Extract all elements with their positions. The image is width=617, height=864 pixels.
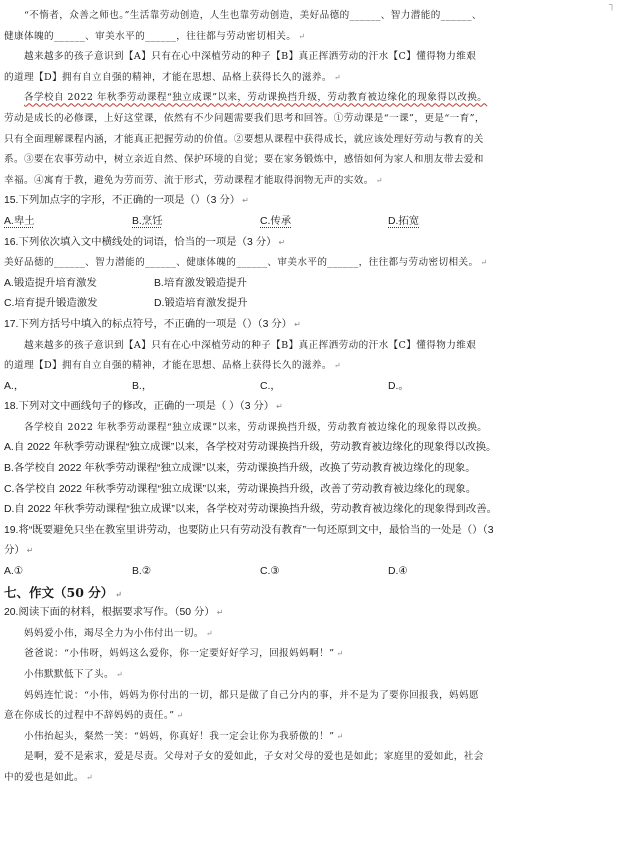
question-15-stem: 15.下列加点字的字形，不正确的一项是（）（3 分） ↵	[4, 195, 249, 207]
option-a: A.自 2022 年秋季劳动课程“独立成课”以来，各学校对劳动课换挡升级，劳动教育被边缘化的现象得以改换。	[4, 442, 497, 454]
material-line: 妈妈爱小伟，竭尽全力为小伟付出一切。 ↵	[24, 627, 213, 639]
option-b: B.烹饪	[132, 215, 163, 227]
question-17-options	[4, 377, 613, 398]
passage-line: 越来越多的孩子意识到【A】只有在心中深植劳动的种子【B】真正挥洒劳动的汗水【C】懂得物力维艰	[24, 51, 477, 63]
option-d: D.锻造培育激发提升	[154, 298, 248, 310]
question-19-stem-cont: 分） ↵	[4, 545, 34, 557]
material-line: 小伟默默低下了头。 ↵	[24, 669, 124, 680]
option-c: C.传承	[260, 215, 292, 227]
passage-line: 系。③要在农事劳动中，树立亲近自然、保护环境的自觉；要在家务锻炼中，感悟如何为家人和朋友带去爱和	[4, 154, 484, 166]
passage-line: 只有全面理解课程内涵，才能真正把握劳动的价值。②要想从课程中获得成长，就应该处理好劳动与教育的关	[4, 133, 484, 145]
question-16-text: 美好品德的______、智力潜能的______、健康体魄的______、审美水平的______，往往都与劳动密切相关。 ↵	[4, 257, 488, 269]
passage-line: “不惰者，众善之师也。”生活靠劳动创造，人生也靠劳动创造，美好品德的______、智力潜能的______、	[24, 10, 482, 21]
material-line: 中的爱也是如此。 ↵	[4, 771, 94, 783]
option-c: C.培育提升锻造激发	[4, 298, 98, 310]
material-line: 是啊，爱不是索求，爱是尽责。父母对子女的爱如此，子女对父母的爱也是如此；家庭里的爱如此，社会	[24, 751, 484, 763]
question-18-stem: 18.下列对文中画线句子的修改，正确的一项是（ ）（3 分） ↵	[4, 401, 283, 413]
passage-line: 劳动是成长的必修课，上好这堂课，依然有不少问题需要我们思考和回答。①劳动课是“一课”，更是“一育”，	[4, 112, 485, 124]
question-15-options	[4, 212, 613, 233]
question-16-stem: 16.下列依次填入文中横线处的词语，恰当的一项是（3 分） ↵	[4, 236, 286, 248]
material-line: 小伟抬起头，粲然一笑：“妈妈，你真好！我一定会让你为我骄傲的！” ↵	[24, 730, 344, 742]
passage-line: 的道理【D】拥有自立自强的精神，才能在思想、品格上获得长久的滋养。 ↵	[4, 71, 342, 83]
question-18-original: 各学校自 2022 年秋季劳动课程“独立成课”以来，劳动课换挡升级，劳动教育被边缘化的现象得以改换。	[24, 421, 488, 433]
material-line: 妈妈连忙说：“小伟，妈妈为你付出的一切，都只是做了自己分内的事，并不是为了要你回报我，妈妈愿	[24, 689, 480, 701]
option-b: B.，	[132, 380, 153, 392]
corner-mark: ┐	[608, 0, 615, 11]
option-b: B.各学校自 2022 年秋季劳动课程“独立成课”以来，劳动课换挡升级，改换了劳动教育被边缘化的现象。	[4, 463, 476, 475]
option-d: D.自 2022 年秋季劳动课程“独立成课”以来，各学校对劳动课换挡升级，劳动教育被边缘化的现象得到改善。	[4, 504, 497, 516]
option-a: A.卑土	[4, 215, 35, 227]
option-a: A.①	[4, 566, 24, 578]
question-19-stem: 19.将“既要避免只坐在教室里讲劳动，也要防止只有劳动没有教育”一句还原到文中，最恰当的一处是（）（3	[4, 524, 494, 536]
option-b: B.②	[132, 566, 152, 578]
question-17-text: 的道理【D】拥有自立自强的精神，才能在思想、品格上获得长久的滋养。 ↵	[4, 360, 342, 372]
option-a: A.锻造提升培育激发	[4, 277, 97, 289]
material-line: 意在你成长的过程中不辞妈妈的责任。” ↵	[4, 710, 184, 722]
question-17-text: 越来越多的孩子意识到【A】只有在心中深植劳动的种子【B】真正挥洒劳动的汗水【C】懂得物力维艰	[24, 339, 477, 351]
underlined-sentence: 各学校自 2022 年秋季劳动课程“独立成课”以来，劳动课换挡升级，劳动教育被边缘化的现象得以改换。	[24, 92, 488, 104]
question-16-options-ab	[4, 274, 613, 295]
option-d: D.④	[388, 566, 408, 578]
option-c: C.各学校自 2022 年秋季劳动课程“独立成课”以来，劳动课换挡升级，改善了劳动教育被边缘化的现象。	[4, 483, 477, 495]
material-line: 爸爸说：“小伟呀，妈妈这么爱你，你一定要好好学习，回报妈妈啊！” ↵	[24, 648, 344, 660]
passage-line: 幸福。④寓育于教，避免为劳而劳、流于形式，劳动课程才能取得润物无声的实效。 ↵	[4, 174, 383, 186]
option-c: C.，	[260, 380, 281, 392]
option-d: D.。	[388, 380, 409, 392]
question-20-stem: 20.阅读下面的材料，根据要求写作。（50 分） ↵	[4, 607, 224, 619]
question-16-options-cd	[4, 294, 613, 315]
option-b: B.培育激发锻造提升	[154, 277, 247, 289]
passage-line: 健康体魄的______、审美水平的______，往往都与劳动密切相关。 ↵	[4, 30, 306, 42]
option-c: C.③	[260, 566, 280, 578]
section-heading: 七、作文（50 分） ↵	[4, 584, 122, 600]
document-page	[4, 0, 615, 789]
option-a: A.，	[4, 380, 25, 392]
option-d: D.拓宽	[388, 215, 420, 227]
question-19-options	[4, 562, 613, 583]
question-17-stem: 17.下列方括号中填入的标点符号，不正确的一项是（）（3 分） ↵	[4, 318, 301, 330]
